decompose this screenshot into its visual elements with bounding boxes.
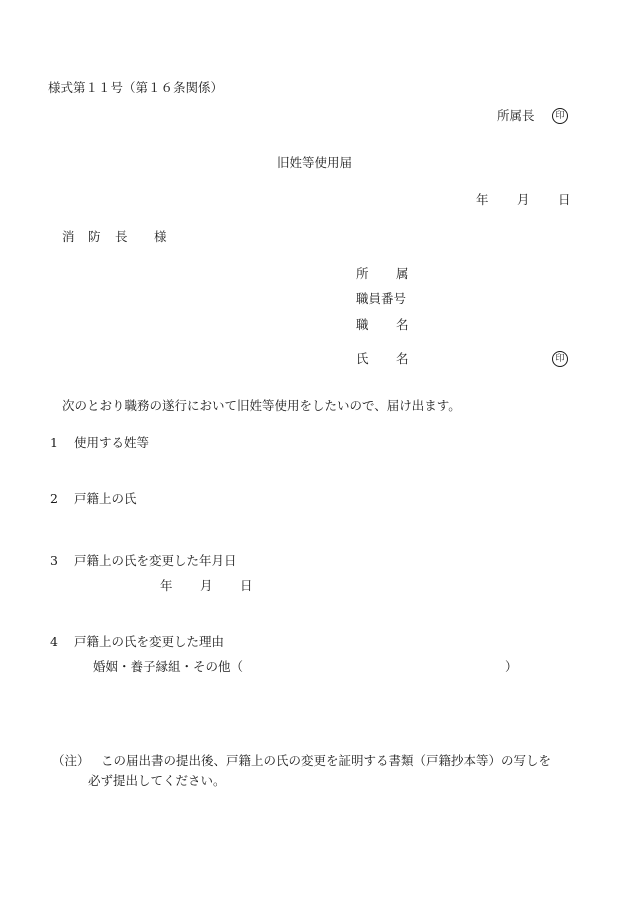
item-4-number: 4 (50, 634, 58, 649)
item-3-year: 年 (160, 578, 173, 593)
applicant-affiliation-char-1: 所 (356, 266, 369, 281)
form-number: 様式第１１号（第１６条関係） (48, 80, 224, 95)
item-4-close-paren: ） (505, 659, 518, 674)
affiliation-head-label: 所属長 (497, 108, 535, 123)
item-2-number: 2 (50, 491, 58, 506)
applicant-position-char-2: 名 (396, 317, 409, 332)
item-3-day: 日 (240, 578, 253, 593)
item-4-reason-options: 婚姻・養子縁組・その他（ (93, 659, 244, 674)
date-month: 月 (517, 192, 530, 207)
applicant-name-char-2: 名 (396, 351, 409, 366)
item-4-label: 戸籍上の氏を変更した理由 (74, 634, 225, 649)
intro-text: 次のとおり職務の遂行において旧姓等使用をしたいので、届け出ます。 (62, 398, 461, 413)
addressee-char-1: 消 (62, 229, 75, 244)
item-1-label: 使用する姓等 (74, 435, 150, 450)
applicant-staff-number-label: 職員番号 (356, 291, 407, 306)
item-1-number: 1 (50, 435, 58, 450)
note-line-2: 必ず提出してください。 (88, 773, 226, 788)
applicant-affiliation-char-2: 属 (396, 266, 409, 281)
item-3-number: 3 (50, 553, 58, 568)
item-3-month: 月 (200, 578, 213, 593)
applicant-seal-icon (552, 351, 568, 367)
addressee-char-2: 防 (88, 229, 101, 244)
item-3-label: 戸籍上の氏を変更した年月日 (74, 553, 237, 568)
date-year: 年 (476, 192, 489, 207)
addressee-honorific: 様 (154, 229, 167, 244)
addressee-char-3: 長 (115, 229, 128, 244)
date-day: 日 (558, 192, 571, 207)
note-line-1: この届出書の提出後、戸籍上の氏の変更を証明する書類（戸籍抄本等）の写しを (101, 753, 552, 768)
document-title: 旧姓等使用届 (277, 155, 353, 170)
item-2-label: 戸籍上の氏 (74, 491, 137, 506)
affiliation-head-seal-icon (552, 108, 568, 124)
seal-char: 印 (552, 108, 568, 124)
applicant-name-char-1: 氏 (356, 351, 369, 366)
applicant-position-char-1: 職 (356, 317, 369, 332)
note-label: （注） (52, 753, 90, 768)
seal-char: 印 (552, 351, 568, 367)
